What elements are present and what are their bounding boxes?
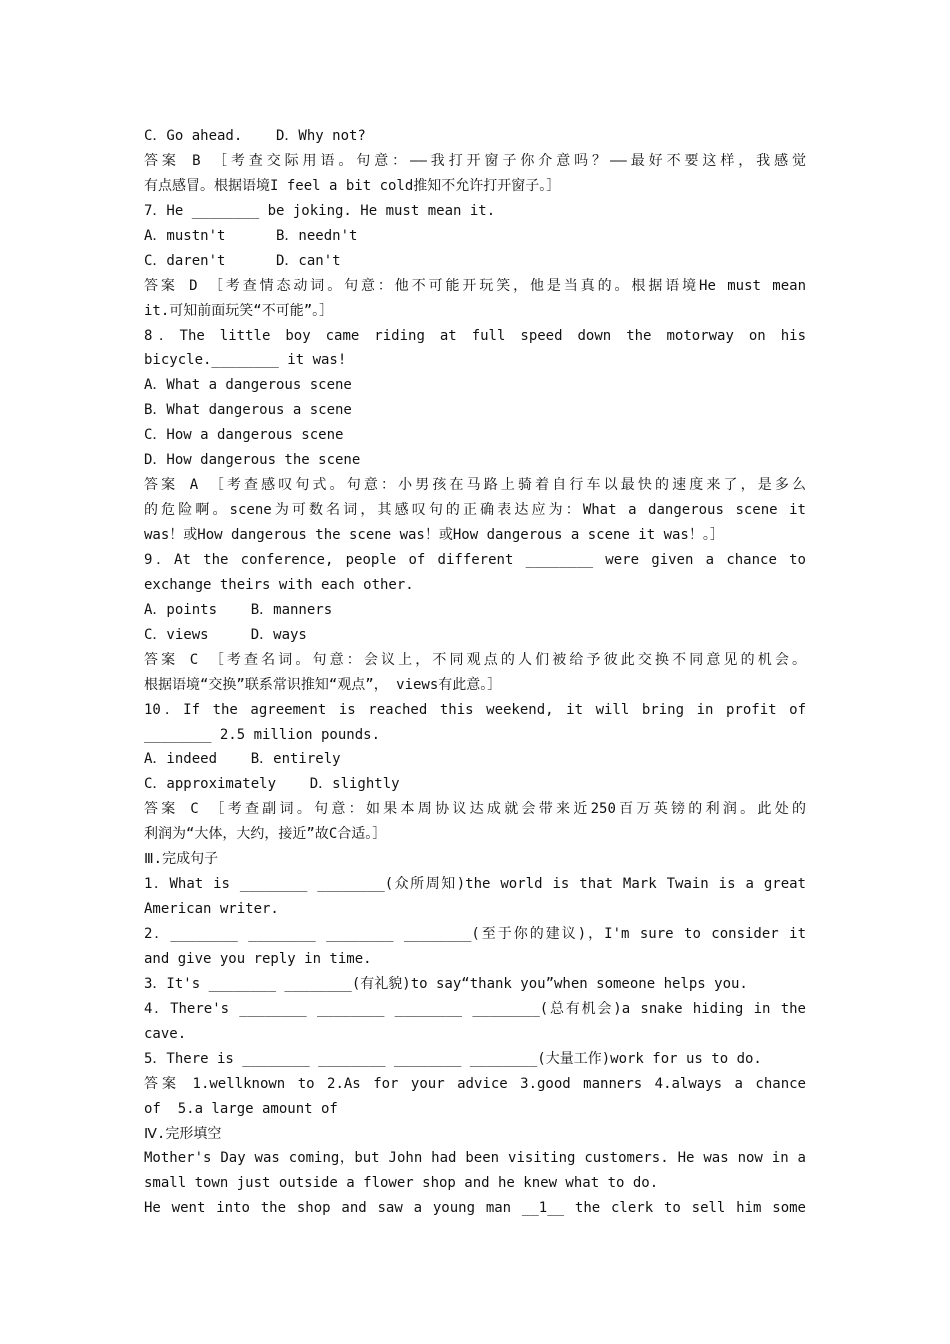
text-line: cave. xyxy=(144,1025,187,1042)
text-line: bicycle.________ it was! xyxy=(144,352,347,369)
text-line: 1．What is ________ ________(众所周知)the world is that Mark Twain is a great xyxy=(144,876,806,893)
text-line: American writer. xyxy=(144,901,279,918)
text-line: 答案 C ［考查名词。句意：会议上，不同观点的人们被给予彼此交换不同意见的机会。 xyxy=(144,651,806,668)
text-line: of 5.a large amount of xyxy=(144,1100,338,1117)
text-line: 答案 B ［考查交际用语。句意：——我打开窗子你介意吗？——最好不要这样，我感觉 xyxy=(144,152,806,169)
text-line: A．points B．manners xyxy=(144,601,333,618)
text-line: 答案 C ［考查副词。句意：如果本周协议达成就会带来近250百万英镑的利润。此处的 xyxy=(144,801,806,818)
text-line: C．views D．ways xyxy=(144,626,307,643)
text-line: 有点感冒。根据语境I feel a bit cold推知不允许打开窗子。］ xyxy=(144,177,561,194)
text-line: C．How a dangerous scene xyxy=(144,427,344,444)
text-line: 4．There's ________ ________ ________ ________(总有机会)a snake hiding in the xyxy=(144,1000,806,1017)
text-line: and give you reply in time. xyxy=(144,950,372,967)
text-line: C．daren't D．can't xyxy=(144,252,341,269)
text-line: A．indeed B．entirely xyxy=(144,751,341,768)
text-line: 7．He ________ be joking. He must mean it. xyxy=(144,202,496,219)
text-line: Ⅲ.完成句子 xyxy=(144,851,219,868)
text-line: 答案 A ［考查感叹句式。句意：小男孩在马路上骑着自行车以最快的速度来了，是多么 xyxy=(144,477,806,494)
text-line: 答案 D ［考查情态动词。句意：他不可能开玩笑，他是当真的。根据语境He must mean xyxy=(144,277,806,294)
text-line: 10．If the agreement is reached this weekend, it will bring in profit of xyxy=(144,701,806,718)
text-line: it.可知前面玩笑“不可能”。］ xyxy=(144,302,334,319)
text-line: 3．It's ________ ________(有礼貌)to say“thank you”when someone helps you. xyxy=(144,975,748,992)
text-line: B．What dangerous a scene xyxy=(144,402,352,419)
text-line: 8．The little boy came riding at full speed down the motorway on his xyxy=(144,327,806,344)
text-line: D．How dangerous the scene xyxy=(144,452,361,469)
text-line: 的危险啊。scene为可数名词，其感叹句的正确表达应为：What a dangerous scene it xyxy=(144,502,806,519)
text-line: 利润为“大体，大约，接近”故C合适。］ xyxy=(144,826,387,843)
text-line: Ⅳ.完形填空 xyxy=(144,1125,222,1142)
text-line: A．mustn't B．needn't xyxy=(144,227,358,244)
text-line: 9．At the conference, people of different ________ were given a chance to xyxy=(144,551,806,568)
text-line: 根据语境“交换”联系常识推知“观点”， views有此意。］ xyxy=(144,676,502,693)
text-line: 2．________ ________ ________ ________(至于你的建议)，I'm sure to consider it xyxy=(144,926,806,942)
text-line: 5．There is ________ ________ ________ ________(大量工作)work for us to do. xyxy=(144,1050,762,1067)
text-line: ________ 2.5 million pounds. xyxy=(144,726,381,743)
text-line: C．Go ahead. D．Why not? xyxy=(144,128,366,144)
text-line: A．What a dangerous scene xyxy=(144,377,352,394)
text-line: was！或How dangerous the scene was！或How dangerous a scene it was！。］ xyxy=(144,527,724,543)
text-line: exchange theirs with each other. xyxy=(144,576,414,593)
text-line: He went into the shop and saw a young man __1__ the clerk to sell him some xyxy=(144,1200,806,1217)
text-line: small town just outside a flower shop and he knew what to do. xyxy=(144,1175,659,1192)
text-line: C．approximately D．slightly xyxy=(144,776,400,793)
document-page xyxy=(144,124,806,1221)
text-line: 答案 1.wellknown to 2.As for your advice 3.good manners 4.always a chance xyxy=(144,1075,806,1092)
text-line: Mother's Day was coming，but John had been visiting customers. He was now in a xyxy=(144,1150,806,1167)
